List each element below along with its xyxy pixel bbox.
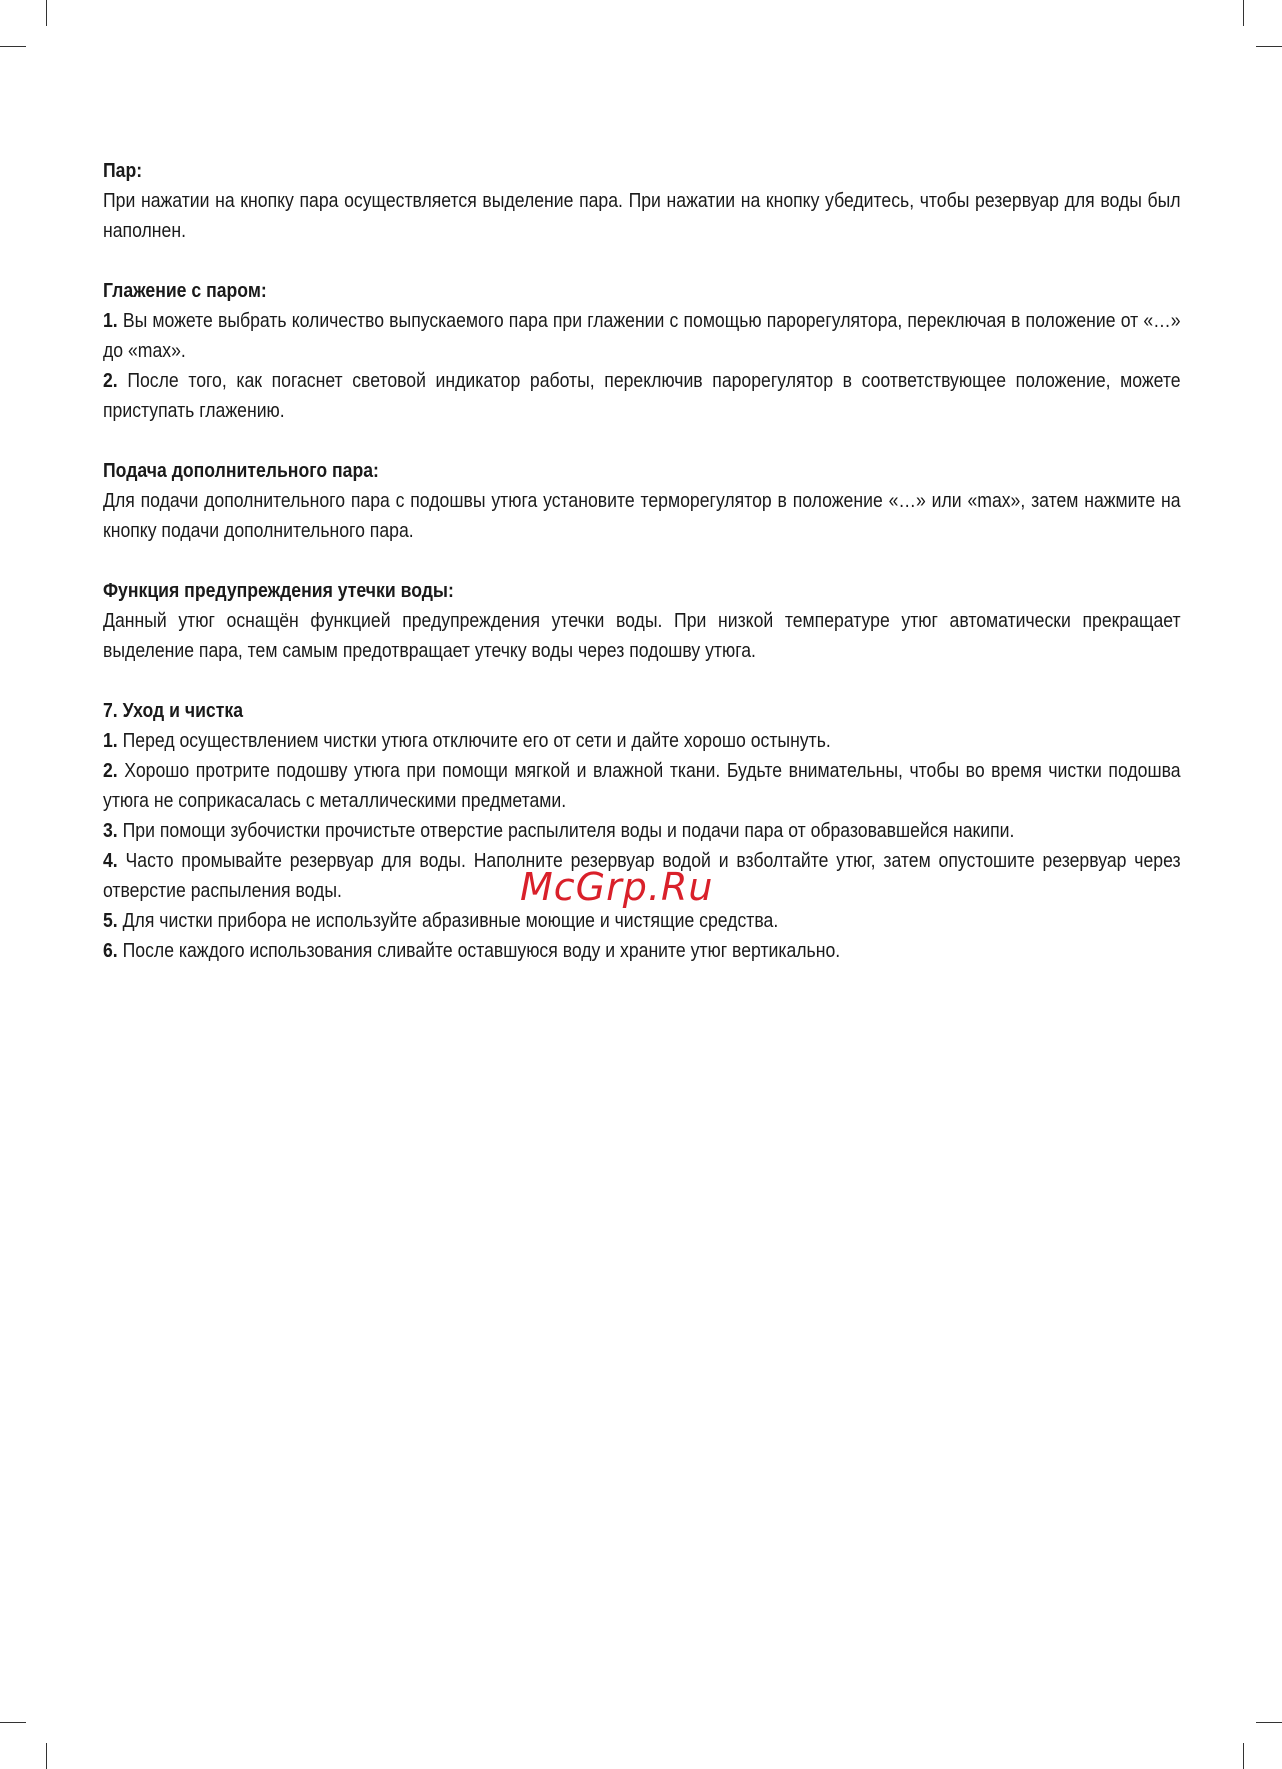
paragraph-number: 2. xyxy=(103,759,118,782)
watermark: McGrp.Ru xyxy=(520,865,714,909)
paragraph xyxy=(103,486,1181,546)
paragraph-text: Перед осуществлением чистки утюга отключите его от сети и дайте хорошо остынуть. xyxy=(122,729,831,752)
paragraph-text: После каждого использования сливайте оставшуюся воду и храните утюг вертикально. xyxy=(122,939,841,962)
crop-mark xyxy=(1256,46,1282,47)
crop-mark xyxy=(1243,0,1244,26)
crop-mark xyxy=(0,46,26,47)
paragraph xyxy=(103,186,1181,246)
document-text xyxy=(103,156,1181,966)
paragraph-text: Вы можете выбрать количество выпускаемого пара при глажении с помощью парорегулятора, переключая в положение от «…» до «max». xyxy=(103,309,1181,362)
crop-mark xyxy=(1256,1722,1282,1723)
paragraph-text: Для подачи дополнительного пара с подошвы утюга установите терморегулятор в положение «…» или «max», затем нажмите на кнопку подачи дополнительного пара. xyxy=(103,489,1181,542)
crop-mark xyxy=(0,1722,26,1723)
paragraph-number: 3. xyxy=(103,819,118,842)
numbered-paragraph xyxy=(103,936,1181,966)
numbered-paragraph xyxy=(103,756,1181,816)
section xyxy=(103,696,1181,966)
section xyxy=(103,156,1181,246)
paragraph-number: 2. xyxy=(103,369,118,392)
section xyxy=(103,456,1181,546)
paragraph-text: Данный утюг оснащён функцией предупреждения утечки воды. При низкой температуре утюг автоматически прекращает выделение пара, тем самым предотвращает утечку воды через подошву утюга. xyxy=(103,609,1181,662)
section-heading: Глажение с паром: xyxy=(103,279,267,302)
paragraph-number: 6. xyxy=(103,939,118,962)
paragraph-number: 4. xyxy=(103,849,118,872)
numbered-paragraph xyxy=(103,906,1181,936)
crop-mark xyxy=(1243,1743,1244,1769)
crop-mark xyxy=(46,0,47,26)
numbered-paragraph xyxy=(103,726,1181,756)
paragraph-text: При нажатии на кнопку пара осуществляется выделение пара. При нажатии на кнопку убедитесь, чтобы резервуар для воды был наполнен. xyxy=(103,189,1181,242)
paragraph xyxy=(103,606,1181,666)
paragraph-number: 1. xyxy=(103,729,118,752)
section-heading: Функция предупреждения утечки воды: xyxy=(103,579,454,602)
numbered-paragraph xyxy=(103,306,1181,366)
section xyxy=(103,276,1181,426)
paragraph-text: Хорошо протрите подошву утюга при помощи мягкой и влажной ткани. Будьте внимательны, чтобы во время чистки подошва утюга не соприкасалась с металлическими предметами. xyxy=(103,759,1181,812)
numbered-paragraph xyxy=(103,366,1181,426)
paragraph-number: 5. xyxy=(103,909,118,932)
paragraph-text: Для чистки прибора не используйте абразивные моющие и чистящие средства. xyxy=(122,909,779,932)
numbered-paragraph xyxy=(103,816,1181,846)
paragraph-text: При помощи зубочистки прочистьте отверстие распылителя воды и подачи пара от образовавшейся накипи. xyxy=(122,819,1015,842)
section xyxy=(103,576,1181,666)
section-heading: Пар: xyxy=(103,159,143,182)
crop-mark xyxy=(46,1743,47,1769)
paragraph-number: 1. xyxy=(103,309,118,332)
paragraph-text: После того, как погаснет световой индикатор работы, переключив парорегулятор в соответствующее положение, можете приступать глажению. xyxy=(103,369,1181,422)
section-heading: 7. Уход и чистка xyxy=(103,699,244,722)
paragraph-text: Часто промывайте резервуар для воды. Наполните резервуар водой и взболтайте утюг, затем опустошите резервуар через отверстие распыления воды. xyxy=(103,849,1181,902)
section-heading: Подача дополнительного пара: xyxy=(103,459,379,482)
